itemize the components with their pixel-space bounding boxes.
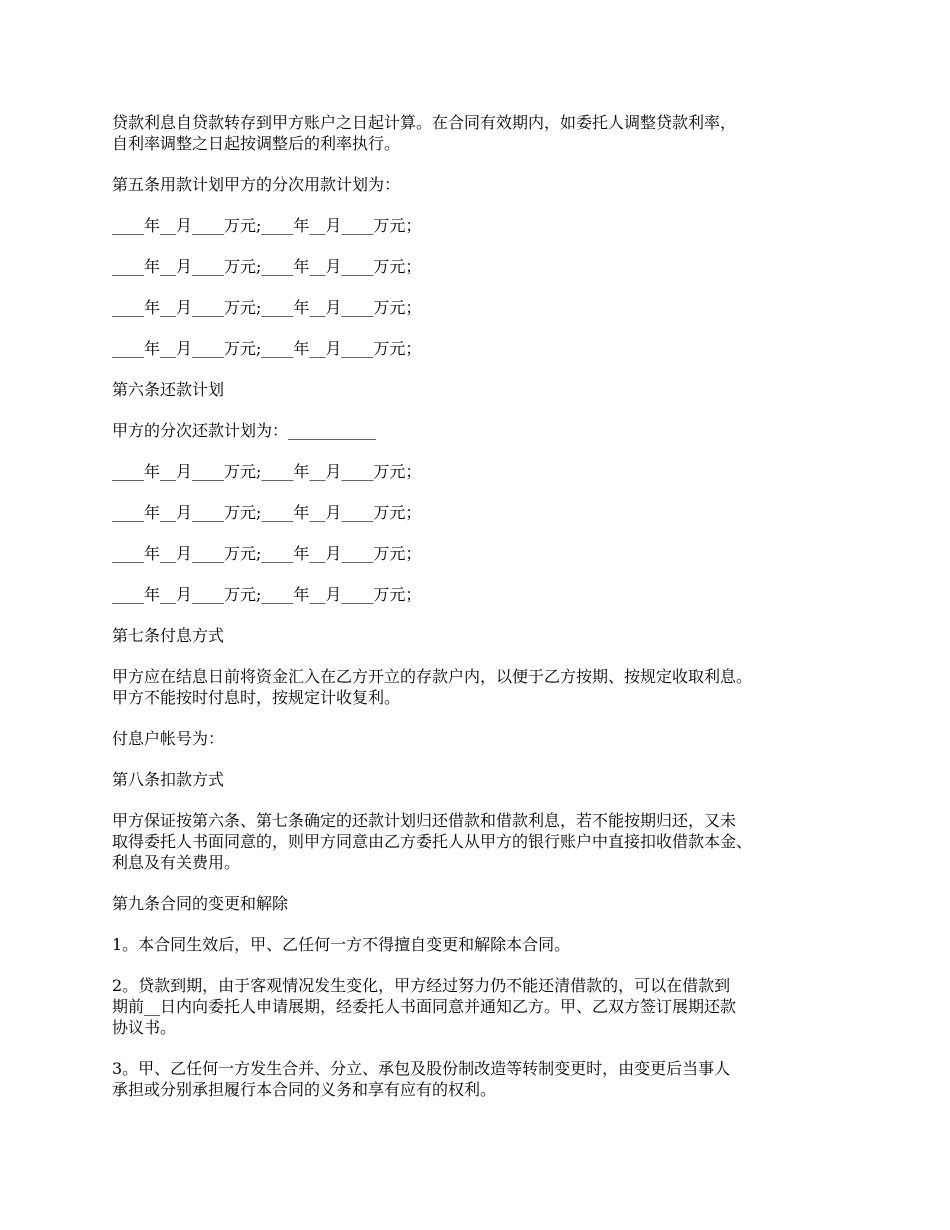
paragraph-line: 期前__日内向委托人申请展期，经委托人书面同意并通知乙方。甲、乙双方签订展期还款: [112, 997, 737, 1016]
paragraph-line: ____年__月____万元;____年__月____万元；: [112, 298, 422, 317]
paragraph: [112, 728, 852, 749]
paragraph: [112, 584, 852, 605]
paragraph-line: 第七条付息方式: [112, 626, 225, 645]
paragraph-line: ____年__月____万元;____年__月____万元；: [112, 585, 422, 604]
paragraph: [112, 379, 852, 400]
paragraph-line: 取得委托人书面同意的，则甲方同意由乙方委托人从甲方的银行账户中直接扣收借款本金、: [112, 832, 753, 851]
paragraph-line: 承担或分别承担履行本合同的义务和享有应有的权利。: [112, 1080, 497, 1099]
paragraph-line: ____年__月____万元;____年__月____万元；: [112, 216, 422, 235]
paragraph-line: 3。甲、乙任何一方发生合并、分立、承包及股份制改造等转制变更时，由变更后当事人: [112, 1059, 731, 1078]
paragraph-line: 贷款利息自贷款转存到甲方账户之日起计算。在合同有效期内，如委托人调整贷款利率，: [112, 113, 737, 132]
paragraph-line: 甲方应在结息日前将资金汇入在乙方开立的存款户内，以便于乙方按期、按规定收取利息。: [112, 667, 753, 686]
paragraph: [112, 174, 852, 195]
paragraph: [112, 1058, 852, 1100]
paragraph-line: 第五条用款计划甲方的分次用款计划为：: [112, 175, 401, 194]
paragraph: [112, 769, 852, 790]
paragraph-line: 第八条扣款方式: [112, 770, 225, 789]
paragraph: [112, 502, 852, 523]
paragraph-line: 第六条还款计划: [112, 380, 225, 399]
paragraph-line: 2。贷款到期，由于客观情况发生变化，甲方经过努力仍不能还清借款的，可以在借款到: [112, 976, 731, 995]
paragraph: [112, 893, 852, 914]
paragraph: [112, 975, 852, 1038]
paragraph: [112, 215, 852, 236]
paragraph-line: 甲方保证按第六条、第七条确定的还款计划归还借款和借款利息，若不能按期归还，又未: [112, 811, 737, 830]
paragraph: [112, 461, 852, 482]
paragraph: [112, 625, 852, 646]
paragraph-line: ____年__月____万元;____年__月____万元；: [112, 544, 422, 563]
paragraph-line: ____年__月____万元;____年__月____万元；: [112, 503, 422, 522]
paragraph-line: 甲方不能按时付息时，按规定计收复利。: [112, 688, 401, 707]
paragraph: [112, 934, 852, 955]
paragraph: [112, 112, 852, 154]
paragraph: [112, 810, 852, 873]
paragraph-line: 协议书。: [112, 1018, 177, 1037]
paragraph: [112, 256, 852, 277]
paragraph-line: 利息及有关费用。: [112, 853, 241, 872]
paragraph: [112, 297, 852, 318]
paragraph-line: ____年__月____万元;____年__月____万元；: [112, 257, 422, 276]
paragraph: [112, 420, 852, 441]
document-page: [112, 112, 852, 1120]
paragraph-line: 甲方的分次还款计划为：___________: [112, 421, 377, 440]
paragraph-line: 自利率调整之日起按调整后的利率执行。: [112, 134, 401, 153]
paragraph-line: 1。本合同生效后，甲、乙任何一方不得擅自变更和解除本合同。: [112, 935, 571, 954]
paragraph-line: ____年__月____万元;____年__月____万元；: [112, 462, 422, 481]
paragraph: [112, 543, 852, 564]
paragraph-line: ____年__月____万元;____年__月____万元；: [112, 339, 422, 358]
paragraph: [112, 338, 852, 359]
paragraph-line: 付息户帐号为：: [112, 729, 225, 748]
paragraph: [112, 666, 852, 708]
paragraph-line: 第九条合同的变更和解除: [112, 894, 289, 913]
